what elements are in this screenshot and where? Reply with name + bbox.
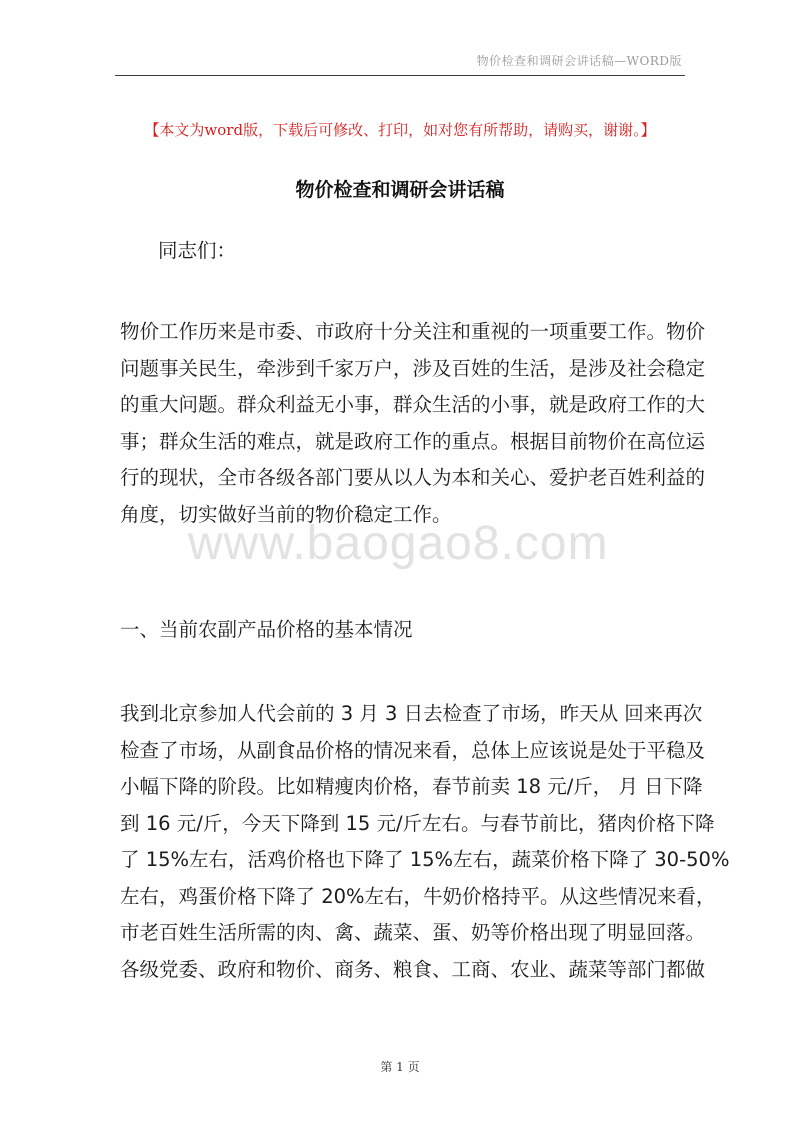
paragraph-line: 了 15%左右，活鸡价格也下降了 15%左右，蔬菜价格下降了 30-50% xyxy=(120,848,730,871)
paragraph-line: 各级党委、政府和物价、商务、粮食、工商、农业、蔬菜等部门都做 xyxy=(120,957,706,981)
paragraph-intro xyxy=(120,314,706,533)
running-header: 物价检查和调研会讲话稿—WORD版 xyxy=(476,54,682,68)
page-number: 第 1 页 xyxy=(380,1060,420,1074)
paragraph-line: 的重大问题。群众利益无小事，群众生活的小事，就是政府工作的大 xyxy=(120,393,706,416)
document-title: 物价检查和调研会讲话稿 xyxy=(295,179,505,201)
paragraph-line: 小幅下降的阶段。比如精瘦肉价格，春节前卖 18 元/斤， 月 日下降 xyxy=(120,775,703,798)
paragraph-line: 事；群众生活的难点，就是政府工作的重点。根据目前物价在高位运 xyxy=(120,429,706,453)
paragraph-line: 角度，切实做好当前的物价稳定工作。 xyxy=(120,502,452,526)
paragraph-line: 问题事关民生，牵涉到千家万户，涉及百姓的生活，是涉及社会稳定 xyxy=(120,356,706,380)
greeting: 同志们： xyxy=(158,239,237,262)
paragraph-line: 我到北京参加人代会前的 3 月 3 日去检查了市场，昨天从 回来再次 xyxy=(120,702,703,725)
paragraph-line: 检查了市场，从副食品价格的情况来看，总体上应该说是处于平稳及 xyxy=(120,738,706,762)
watermark: www.baogao8.com xyxy=(188,517,609,570)
paragraph-line: 物价工作历来是市委、市政府十分关注和重视的一项重要工作。物价 xyxy=(120,320,706,343)
paragraph-line: 行的现状，全市各级各部门要从以人为本和关心、爱护老百姓利益的 xyxy=(120,466,706,489)
paragraph-line: 市老百姓生活所需的肉、禽、蔬菜、蛋、奶等价格出现了明显回落。 xyxy=(120,921,706,944)
purchase-notice: 【本文为word版，下载后可修改、打印，如对您有所帮助，请购买，谢谢。】 xyxy=(144,121,656,139)
paragraph-line: 左右，鸡蛋价格下降了 20%左右，牛奶价格持平。从这些情况来看， xyxy=(120,884,716,908)
section-heading: 一、当前农副产品价格的基本情况 xyxy=(120,618,413,641)
header-divider xyxy=(115,75,685,76)
paragraph-prices xyxy=(120,696,730,988)
paragraph-line: 到 16 元/斤，今天下降到 15 元/斤左右。与春节前比，猪肉价格下降 xyxy=(120,811,715,835)
